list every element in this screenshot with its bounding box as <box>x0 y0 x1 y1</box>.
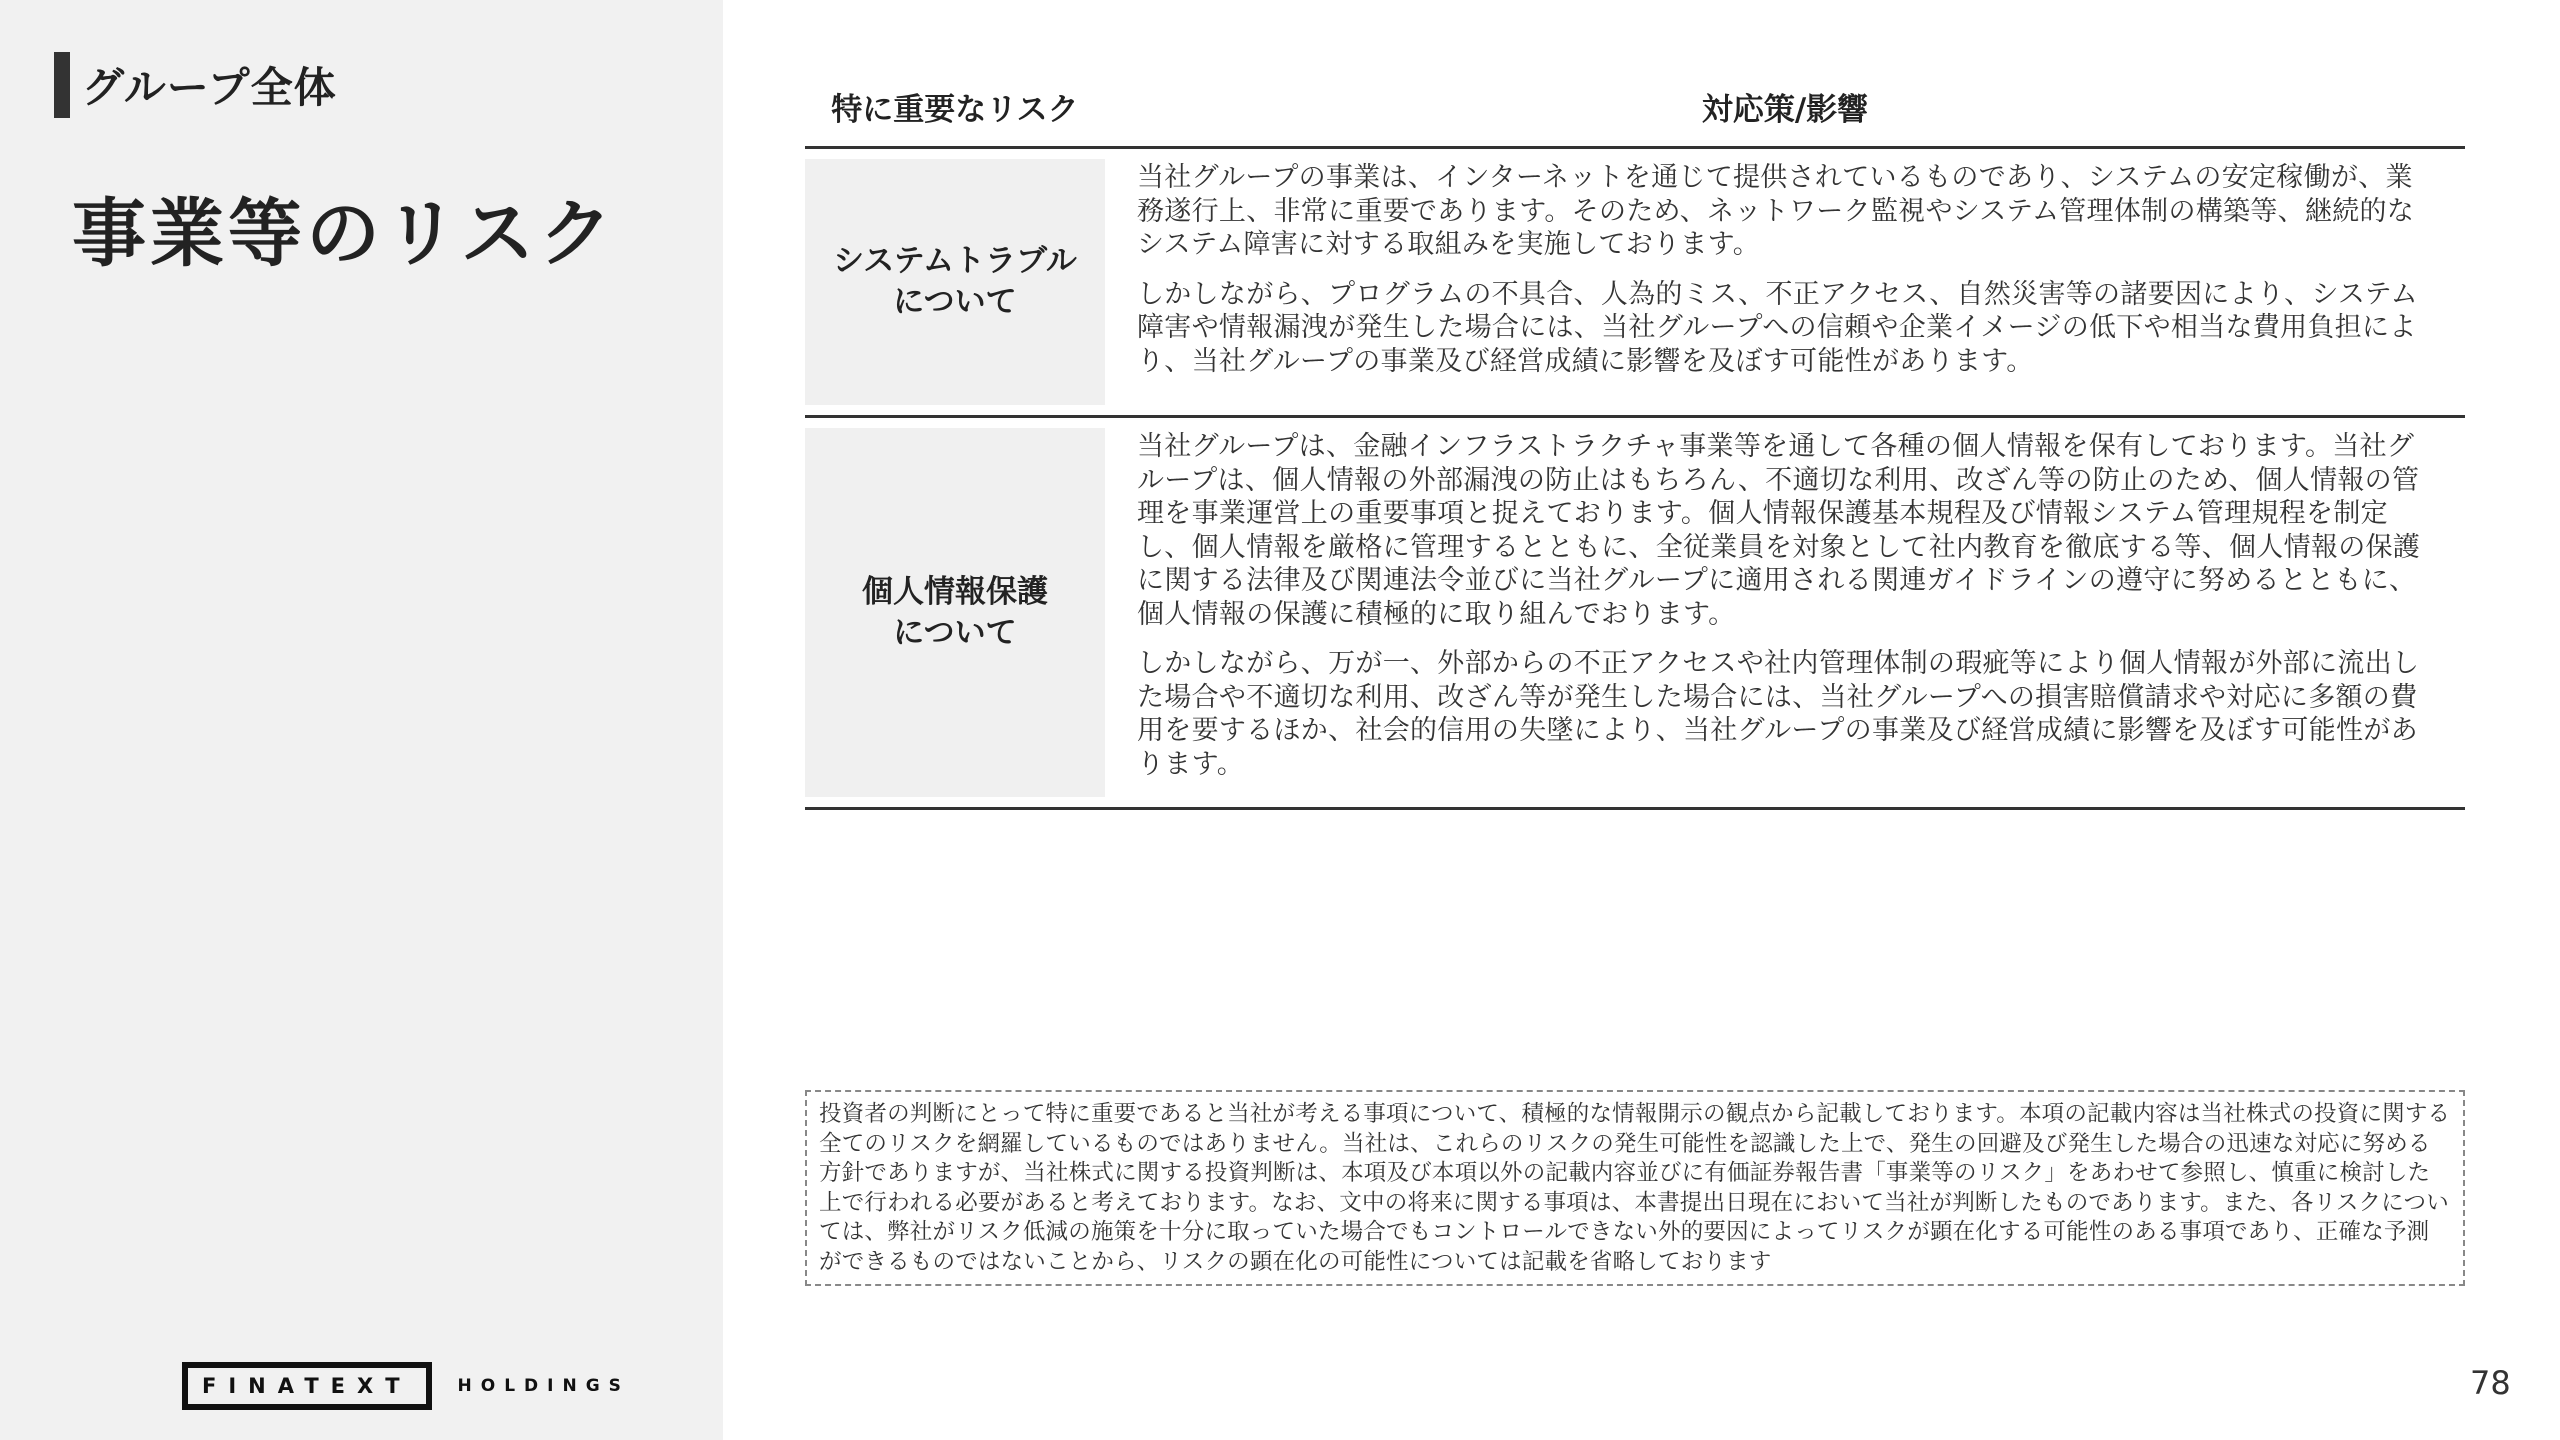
response-paragraph: 当社グループの事業は、インターネットを通じて提供されているものであり、システムの安定稼働が、業務遂行上、非常に重要であります。そのため、ネットワーク監視やシステム管理体制の構築等、継続的なシステム障害に対する取組みを実施しております。 <box>1137 162 2415 260</box>
table-row <box>805 146 2465 415</box>
risk-label-line: について <box>893 614 1017 651</box>
risk-table <box>805 146 2465 810</box>
column-header-risk: 特に重要なリスク <box>831 92 1079 128</box>
section-label-text: グループ全体 <box>82 63 337 112</box>
logo-subtitle: HOLDINGS <box>457 1376 630 1396</box>
section-label <box>54 52 337 118</box>
response-paragraph: しかしながら、万が一、外部からの不正アクセスや社内管理体制の瑕疵等により個人情報が外部に流出した場合や不適切な利用、改ざん等が発生した場合には、当社グループへの損害賠償請求や対応に多額の費用を要するほか、社会的信用の失墜により、当社グループの事業及び経営成績に影響を及ぼす可能性があります。 <box>1137 648 2420 780</box>
risk-label-line: システムトラブル <box>833 243 1077 279</box>
logo-wordmark: FINATEXT <box>182 1362 432 1410</box>
response-paragraph: 当社グループは、金融インフラストラクチャ事業等を通して各種の個人情報を保有しております。当社グループは、個人情報の外部漏洩の防止はもちろん、不適切な利用、改ざん等の防止のため、個人情報の管理を事業運営上の重要事項と捉えております。個人情報保護基本規程及び情報システム管理規程を制定し、個人情報を厳格に管理するとともに、全従業員を対象として社内教育を徹底する等、個人情報の保護に関する法律及び関連法令並びに当社グループに適用される関連ガイドラインの遵守に努めるとともに、個人情報の保護に積極的に取り組んでおります。 <box>1137 431 2421 630</box>
response-paragraph: しかしながら、プログラムの不具合、人為的ミス、不正アクセス、自然災害等の諸要因により、システム障害や情報漏洩が発生した場合には、当社グループへの信頼や企業イメージの低下や相当な費用負担により、当社グループの事業及び経営成績に影響を及ぼす可能性があります。 <box>1137 278 2418 377</box>
risk-response <box>1105 149 2465 415</box>
risk-label-line: について <box>893 284 1017 320</box>
table-row <box>805 415 2465 810</box>
sidebar <box>0 0 723 1440</box>
page-title: 事業等のリスク <box>72 191 617 277</box>
risk-label-line: 個人情報保護 <box>862 573 1048 610</box>
risk-label <box>805 159 1105 405</box>
company-logo <box>182 1362 630 1410</box>
disclaimer-notice: 投資者の判断にとって特に重要であると当社が考える事項について、積極的な情報開示の観点から記載しております。本項の記載内容は当社株式の投資に関する全てのリスクを網羅しているものではありません。当社は、これらのリスクの発生可能性を認識した上で、発生の回避及び発生した場合の迅速な対応に努める方針でありますが、当社株式に関する投資判断は、本項及び本項以外の記載内容並びに有価証券報告書「事業等のリスク」をあわせて参照し、慎重に検討した上で行われる必要があると考えております。なお、文中の将来に関する事項は、本書提出日現在において当社が判断したものであります。また、各リスクについては、弊社がリスク低減の施策を十分に取っていた場合でもコントロールできない外的要因によってリスクが顕在化する可能性のある事項であり、正確な予測ができるものではないことから、リスクの顕在化の可能性については記載を省略しております <box>805 1090 2465 1286</box>
risk-response <box>1105 418 2465 807</box>
page-number: 78 <box>2470 1364 2511 1402</box>
table-header <box>805 84 2465 132</box>
column-header-response: 対応策/影響 <box>1701 92 1869 128</box>
risk-label <box>805 428 1105 797</box>
section-marker-bar <box>54 52 70 118</box>
